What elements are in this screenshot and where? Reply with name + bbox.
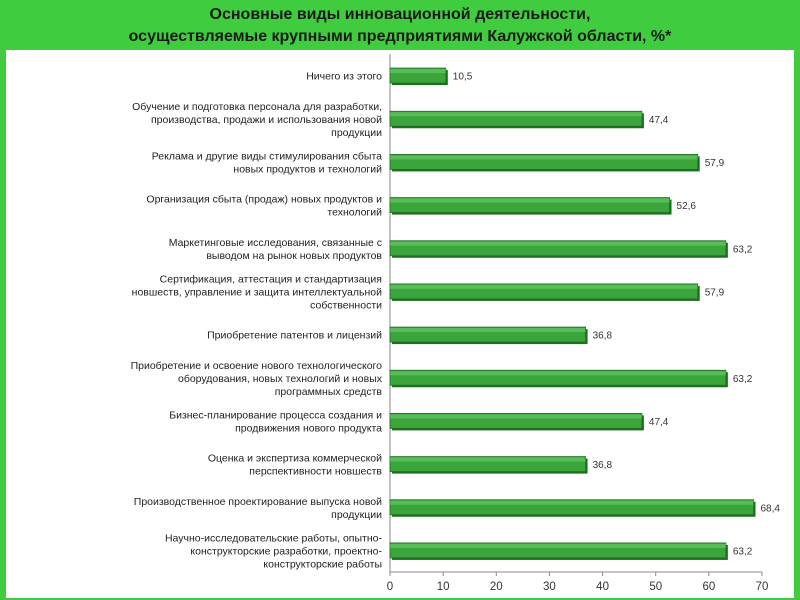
bar-highlight (390, 69, 446, 73)
category-label: Обучение и подготовка персонала для разработки, (132, 100, 382, 113)
category-label: Оценка и экспертиза коммерческой (207, 452, 382, 465)
bar-value-label: 63,2 (732, 244, 753, 256)
bar-highlight (390, 112, 642, 116)
category-label: Ничего из этого (306, 70, 382, 83)
category-label: продукции (331, 126, 382, 139)
x-tick-label: 50 (649, 581, 663, 593)
category-label: Производственное проектирование выпуска новой (133, 495, 382, 508)
category-label: новшеств, управление и защита интеллектуальной (131, 286, 382, 299)
bar-value-label: 68,4 (760, 503, 780, 515)
bar-value-label: 10,5 (452, 71, 473, 83)
bar-highlight (390, 458, 586, 462)
bar-highlight (390, 414, 642, 418)
x-tick-label: 60 (702, 581, 716, 593)
bar-value-label: 47,4 (648, 416, 669, 428)
slide-title-line1: Основные виды инновационной деятельности, (209, 6, 591, 23)
bar-value-label: 63,2 (732, 373, 753, 385)
category-label: конструкторские разработки, проектно- (190, 545, 382, 558)
category-label: Маркетинговые исследования, связанные с (168, 236, 382, 249)
bar-value-label: 47,4 (648, 114, 669, 126)
bar-highlight (390, 155, 698, 159)
category-label: выводом на рынок новых продуктов (206, 249, 382, 262)
bar-highlight (390, 242, 726, 246)
bar-highlight (390, 328, 586, 332)
category-label: Бизнес-планирование процесса создания и (169, 409, 382, 422)
bar-highlight (390, 544, 726, 548)
category-label: Организация сбыта (продаж) новых продуктов и (146, 193, 382, 206)
category-label: Приобретение патентов и лицензий (207, 329, 382, 342)
category-label: Сертификация, аттестация и стандартизация (159, 273, 382, 286)
category-label: продвижения нового продукта (235, 422, 382, 435)
category-label: перспективности новшеств (249, 465, 382, 478)
category-label: собственности (310, 299, 382, 312)
chart-panel (6, 50, 794, 598)
slide-title-line2: осуществляемые крупными предприятиями Калужской области, %* (128, 28, 672, 45)
slide-title (0, 4, 800, 48)
x-tick-label: 30 (543, 581, 556, 593)
bar-value-label: 57,9 (704, 287, 725, 299)
x-tick-label: 0 (386, 581, 394, 593)
category-label: конструкторские работы (263, 558, 382, 571)
category-label: оборудования, новых технологий и новых (177, 372, 382, 385)
category-label: программных средств (274, 385, 382, 398)
bar-value-label: 57,9 (704, 157, 725, 169)
bar-value-label: 52,6 (676, 201, 697, 213)
x-tick-label: 40 (596, 581, 609, 593)
category-label: Научно-исследовательские работы, опытно- (164, 532, 382, 545)
bar-value-label: 36,8 (592, 330, 613, 342)
category-label: продукции (331, 508, 382, 521)
x-tick-label: 10 (436, 581, 450, 593)
bar-value-label: 63,2 (732, 546, 753, 558)
bar-highlight (390, 371, 726, 375)
bar-highlight (390, 501, 753, 505)
bar-chart (6, 50, 794, 598)
category-label: Приобретение и освоение нового технологического (130, 359, 382, 372)
category-label: производства, продажи и использования новой (150, 113, 382, 126)
x-tick-label: 20 (489, 581, 503, 593)
bar-value-label: 36,8 (592, 460, 613, 472)
category-label: новых продуктов и технологий (233, 163, 382, 176)
category-label: Реклама и другие виды стимулирования сбыта (151, 150, 382, 163)
bar-highlight (390, 199, 670, 203)
category-label: технологий (327, 206, 382, 219)
bar-highlight (390, 285, 698, 289)
x-tick-label: 70 (755, 581, 769, 593)
